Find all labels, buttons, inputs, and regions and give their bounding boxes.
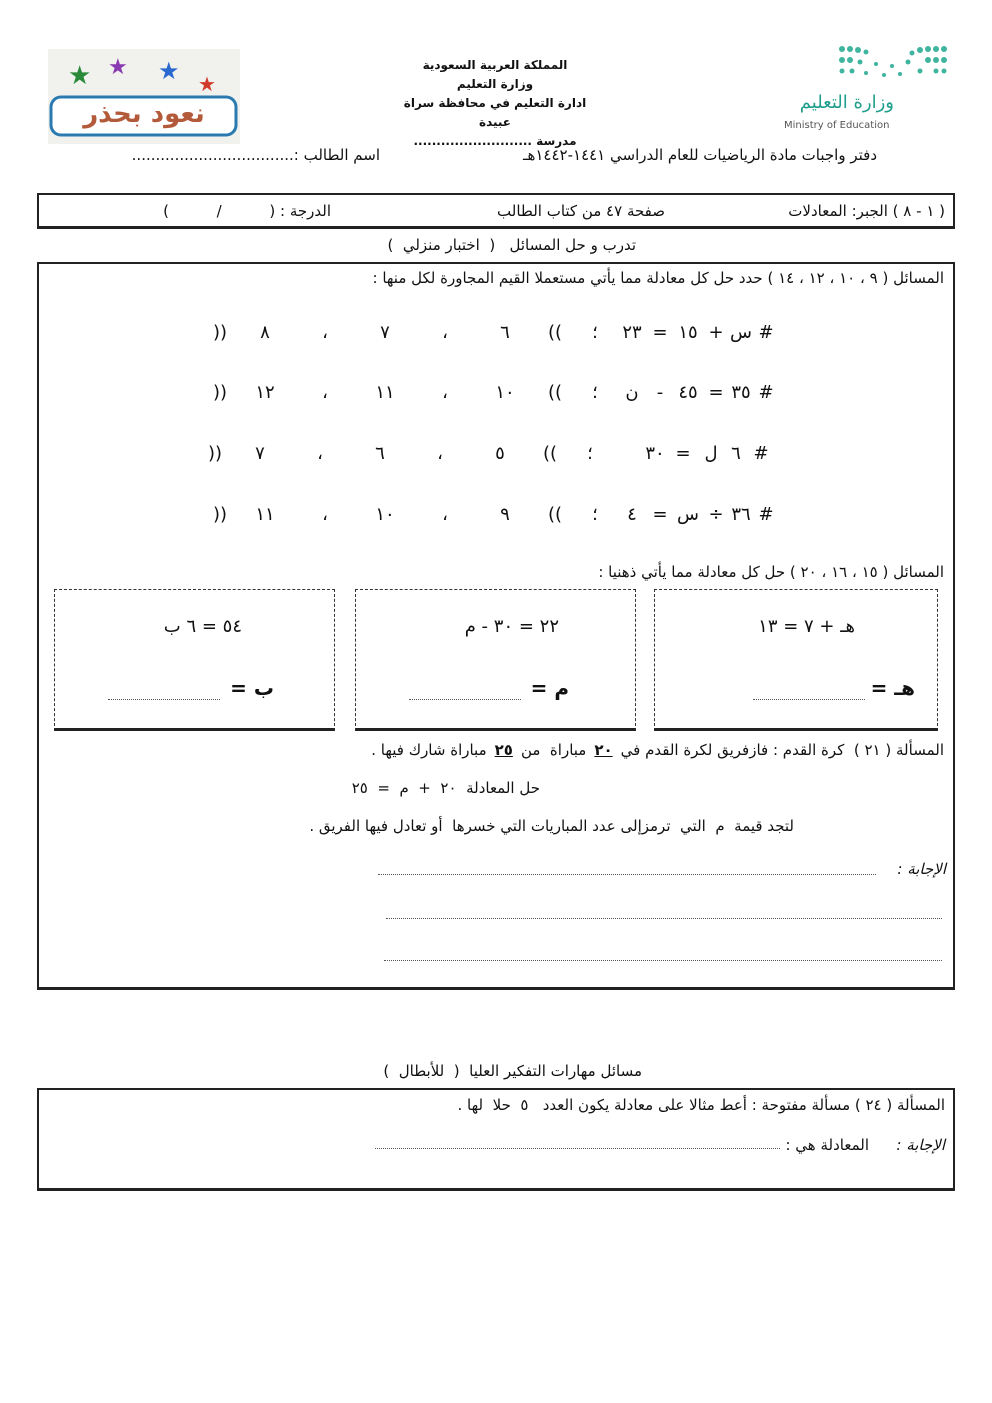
equation-token: # (758, 322, 774, 343)
wins-number: ٢٠ (594, 741, 613, 759)
choice-token: ١١ (255, 504, 275, 525)
equation: ٢٢ = ٣٠ - م (464, 616, 559, 637)
ministry-logo (780, 44, 950, 139)
choice-token: )) (547, 504, 563, 525)
kingdom-label: المملكة العربية السعودية (422, 58, 568, 72)
hots-box (37, 1088, 955, 1191)
answer-variable: هـ = (870, 676, 915, 700)
answer-line[interactable] (375, 1148, 780, 1149)
choice-token: ٦ (375, 443, 385, 464)
equation-token: ٣٦ (731, 504, 751, 525)
text: مباراة شارك فيها . (371, 741, 487, 759)
problem21-question: لتجد قيمة م التي ترمزإلى عدد المباريات التي خسرها أو تعادل فيها الفريق . (309, 817, 794, 835)
equation-token: ÷ (708, 504, 724, 525)
school-label: مدرسة .......................... (413, 134, 577, 148)
mental-box-1 (654, 589, 938, 731)
answer-line[interactable] (409, 699, 521, 700)
equation-token: = (652, 504, 668, 525)
equation-row (205, 382, 777, 403)
equation-token: ٣٥ (731, 382, 751, 403)
svg-text:★: ★ (68, 61, 92, 91)
choice-token: ، (442, 322, 448, 343)
answer-line[interactable] (384, 960, 942, 961)
answer-line[interactable] (108, 699, 220, 700)
choice-token: ٥ (495, 443, 505, 464)
choice-token: ؛ (592, 382, 598, 403)
choice-token: ، (322, 382, 328, 403)
choice-token: (( (212, 504, 228, 525)
ministry-label: وزارة التعليم (456, 77, 534, 91)
svg-text:★: ★ (108, 55, 128, 80)
lesson-title: ( ١ - ٨ ) الجبر: المعادلات (788, 202, 945, 220)
mental-box-3 (54, 589, 335, 731)
answer-line[interactable] (753, 699, 865, 700)
choice-token: ؛ (587, 443, 593, 464)
logo-text: نعود بحذر (83, 99, 205, 129)
equation: ٥٤ = ٦ ب (163, 616, 242, 637)
dots-pattern-icon (780, 44, 950, 84)
answer-line[interactable] (378, 874, 876, 875)
equation-token: ن (625, 382, 639, 403)
directorate-label: ادارة التعليم في محافظة سراة عبيدة (403, 96, 587, 129)
back-safely-logo (48, 49, 240, 144)
lesson-bar (37, 193, 955, 229)
choice-token: ؛ (592, 322, 598, 343)
equation-token: = (675, 443, 691, 464)
choice-token: ١٠ (375, 504, 395, 525)
equation-token: - (656, 382, 664, 403)
part2-instruction: المسائل ( ١٥ ، ١٦ ، ٢٠ ) حل كل معادلة مما يأتي ذهنيا : (598, 563, 944, 581)
equation-row (205, 322, 777, 343)
answer-label: الإجابة : (896, 1136, 945, 1154)
answer-variable: م = (530, 676, 569, 700)
choice-token: (( (207, 443, 223, 464)
choice-token: ١٢ (255, 382, 275, 403)
answer-line[interactable] (386, 918, 942, 919)
choice-token: ؛ (592, 504, 598, 525)
answer-variable: ب = (230, 676, 274, 700)
choice-token: (( (212, 382, 228, 403)
choice-token: ١١ (375, 382, 395, 403)
choice-token: ٧ (255, 443, 265, 464)
section-title: تدرب و حل المسائل ( اختبار منزلي ) (387, 236, 636, 254)
equation-token: ٢٣ (622, 322, 642, 343)
total-number: ٢٥ (494, 741, 513, 759)
mental-box-2 (355, 589, 636, 731)
equation-token: = (652, 322, 668, 343)
equation-row (200, 443, 772, 464)
equation-token: # (758, 504, 774, 525)
grade-field[interactable]: الدرجة : ( / ) (163, 202, 331, 220)
equation-token: ٤ (627, 504, 637, 525)
svg-text:★: ★ (158, 57, 180, 85)
problem21-equation: حل المعادلة ٢٠ + م = ٢٥ (351, 779, 540, 797)
problem21-line1 (371, 741, 944, 759)
equation-token: ٦ (731, 443, 741, 464)
choice-token: ١٠ (495, 382, 515, 403)
header-org (390, 56, 600, 151)
moe-english-name: Ministry of Education (784, 120, 890, 131)
text: مباراة من (520, 741, 587, 759)
moe-arabic-name: وزارة التعليم (799, 92, 894, 113)
choice-token: ٦ (500, 322, 510, 343)
hots-title: مسائل مهارات التفكير العليا ( للأبطال ) (383, 1062, 642, 1080)
choice-token: ، (442, 382, 448, 403)
student-name-field[interactable]: اسم الطالب :.................................. (131, 146, 380, 164)
page-reference: صفحة ٤٧ من كتاب الطالب (497, 202, 665, 220)
people-stars-icon (48, 49, 240, 144)
equation-label: المعادلة هي : (785, 1136, 869, 1154)
choice-token: ، (442, 504, 448, 525)
equation-token: + (708, 322, 724, 343)
choice-token: ، (437, 443, 443, 464)
equation-token: ١٥ (678, 322, 698, 343)
choice-token: )) (542, 443, 558, 464)
choice-token: ، (317, 443, 323, 464)
equation-token: = (708, 382, 724, 403)
equation-token: ٤٥ (678, 382, 698, 403)
problem24-text: المسألة ( ٢٤ ) مسألة مفتوحة : أعط مثالا على معادلة يكون العدد ٥ حلا لها . (457, 1096, 945, 1114)
equation-token: س (677, 504, 699, 525)
choice-token: ٩ (500, 504, 510, 525)
equation-token: # (753, 443, 769, 464)
equation-token: س (730, 322, 752, 343)
notebook-title: دفتر واجبات مادة الرياضيات للعام الدراسي ١٤٤١-١٤٤٢هـ (523, 146, 877, 164)
part1-instruction: المسائل ( ٩ ، ١٠ ، ١٢ ، ١٤ ) حدد حل كل معادلة مما يأتي مستعملا القيم المجاورة لكل منها : (372, 269, 944, 287)
choice-token: ٧ (380, 322, 390, 343)
equation-row (205, 504, 777, 525)
choice-token: )) (547, 382, 563, 403)
choice-token: ، (322, 504, 328, 525)
equation-token: # (758, 382, 774, 403)
equation-token: ٣٠ (645, 443, 665, 464)
equation: هـ + ٧ = ١٣ (758, 616, 855, 637)
choice-token: )) (547, 322, 563, 343)
equation-token: ل (704, 443, 718, 464)
answer-label: الإجابة : (897, 860, 946, 878)
choice-token: ٨ (260, 322, 270, 343)
svg-text:★: ★ (198, 72, 216, 96)
choice-token: ، (322, 322, 328, 343)
text: المسألة ( ٢١ ) كرة القدم : فازفريق لكرة القدم في (620, 741, 944, 759)
choice-token: (( (212, 322, 228, 343)
